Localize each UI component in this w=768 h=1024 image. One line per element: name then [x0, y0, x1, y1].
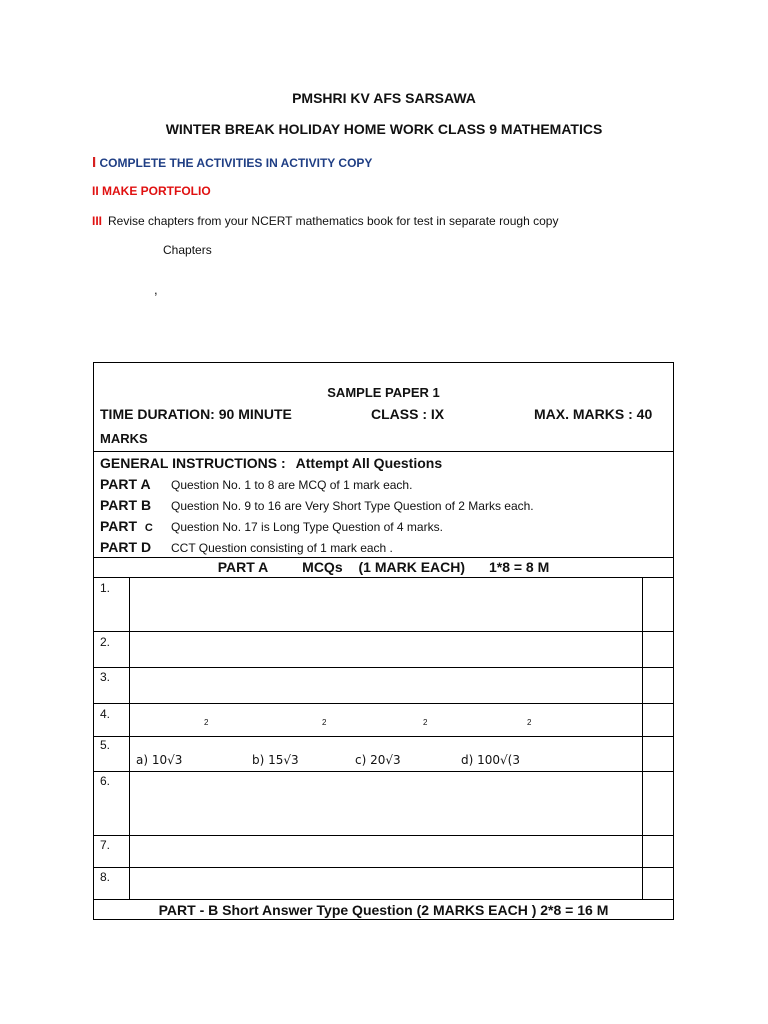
homework-title: WINTER BREAK HOLIDAY HOME WORK CLASS 9 MATHEMATICS	[165, 121, 603, 137]
instruction-1	[92, 154, 372, 171]
question-number: 1.	[100, 581, 111, 595]
divider-line	[93, 899, 674, 900]
column-line	[129, 577, 130, 899]
divider-line	[93, 771, 674, 772]
divider-line	[93, 703, 674, 704]
paper-title: SAMPLE PAPER 1	[327, 385, 440, 400]
divider-line	[93, 557, 674, 558]
sample-paper-frame	[93, 362, 674, 920]
part-a-heading-marks: (1 MARK EACH)	[358, 559, 466, 575]
part-c-text: Question No. 17 is Long Type Question of 4 marks.	[171, 520, 443, 534]
instruction-3-text: Revise chapters from your NCERT mathematics book for test in separate rough copy	[108, 214, 559, 228]
option-c: c) 20√3	[355, 753, 401, 767]
max-marks: MAX. MARKS : 40	[534, 406, 653, 422]
general-instructions-label: GENERAL INSTRUCTIONS :	[100, 455, 286, 471]
divider-line	[93, 835, 674, 836]
part-c-word: PART	[100, 518, 138, 534]
option-b: b) 15√3	[252, 753, 299, 767]
instruction-3	[92, 214, 558, 228]
marks-word: MARKS	[100, 431, 148, 446]
divider-line	[93, 867, 674, 868]
superscript-2: 2	[322, 718, 327, 727]
divider-line	[93, 451, 674, 452]
class-label: CLASS : IX	[371, 406, 445, 422]
part-a-heading-part: PART A	[217, 559, 269, 575]
column-line	[642, 577, 643, 899]
superscript-2: 2	[423, 718, 428, 727]
question-number: 8.	[100, 870, 111, 884]
option-d: d) 100√(3	[461, 753, 520, 767]
instruction-2-numeral: II	[92, 184, 99, 198]
part-d-key: PART D	[100, 539, 152, 555]
part-a-key: PART A	[100, 476, 151, 492]
instruction-1-text: COMPLETE THE ACTIVITIES IN ACTIVITY COPY	[99, 156, 373, 170]
question-number: 3.	[100, 670, 111, 684]
superscript-2: 2	[204, 718, 209, 727]
instruction-3-numeral: III	[92, 214, 103, 228]
chapters-label: Chapters	[163, 243, 212, 257]
instruction-2	[92, 184, 211, 198]
part-c-key	[100, 518, 153, 534]
part-a-text: Question No. 1 to 8 are MCQ of 1 mark each.	[171, 478, 413, 492]
question-number: 6.	[100, 774, 111, 788]
part-a-heading-mcqs: MCQs	[302, 559, 343, 575]
time-duration: TIME DURATION: 90 MINUTE	[100, 406, 292, 422]
part-a-heading-total: 1*8 = 8 M	[488, 559, 550, 575]
divider-line	[93, 736, 674, 737]
part-b-key: PART B	[100, 497, 152, 513]
general-instructions	[100, 455, 442, 471]
question-number: 4.	[100, 707, 111, 721]
part-c-letter: C	[144, 522, 153, 534]
question-number: 5.	[100, 738, 111, 752]
part-d-text: CCT Question consisting of 1 mark each .	[171, 541, 393, 555]
instruction-1-numeral: I	[92, 154, 97, 171]
part-b-text: Question No. 9 to 16 are Very Short Type Question of 2 Marks each.	[171, 499, 534, 513]
question-number: 7.	[100, 838, 111, 852]
school-name: PMSHRI KV AFS SARSAWA	[292, 90, 476, 106]
attempt-all-label: Attempt All Questions	[295, 455, 443, 471]
part-a-heading	[93, 559, 674, 575]
divider-line	[93, 577, 674, 578]
question-number: 2.	[100, 635, 111, 649]
divider-line	[93, 631, 674, 632]
option-a: a) 10√3	[136, 753, 183, 767]
stray-comma: ,	[154, 282, 158, 297]
divider-line	[93, 667, 674, 668]
superscript-2: 2	[527, 718, 532, 727]
part-b-heading: PART - B Short Answer Type Question (2 MARKS EACH ) 2*8 = 16 M	[158, 902, 609, 918]
instruction-2-text: MAKE PORTFOLIO	[102, 184, 211, 198]
